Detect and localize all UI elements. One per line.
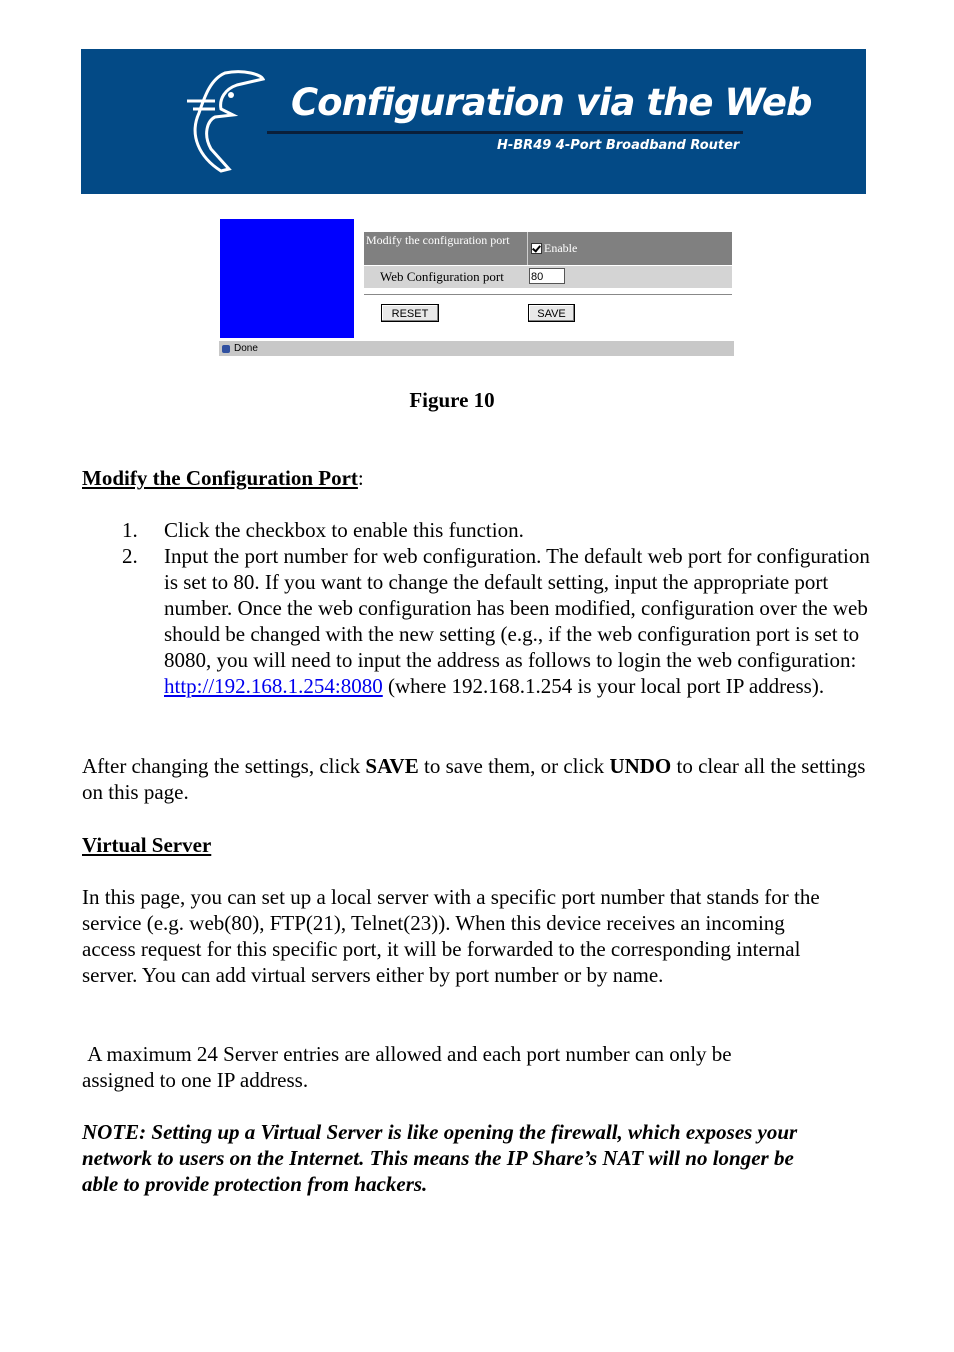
web-config-port-input[interactable]: 80 (529, 268, 565, 284)
banner-title: Configuration via the Web (291, 81, 812, 124)
section-title: Virtual Server (82, 833, 212, 857)
header-banner (81, 49, 866, 194)
steps-list (82, 517, 882, 699)
step-text-after: (where 192.168.1.254 is your local port IP address). (382, 674, 825, 698)
list-number: 1. (122, 518, 138, 542)
list-item (82, 517, 882, 543)
page-icon (222, 345, 230, 353)
save-button[interactable]: SAVE (528, 304, 575, 322)
enable-label: Enable (544, 241, 578, 255)
enable-checkbox[interactable] (531, 243, 542, 254)
max-entries-paragraph: A maximum 24 Server entries are allowed and each port number can only be assigned to one IP address. (82, 1042, 737, 1092)
list-item (82, 543, 882, 699)
enable-control[interactable] (531, 241, 577, 256)
note-paragraph: NOTE: Setting up a Virtual Server is like opening the firewall, which exposes your network to users on the Internet. This means the IP Share’s NAT will no longer be able to provide protection from hackers. (82, 1120, 798, 1196)
web-config-port-row (364, 266, 732, 288)
step-text: Input the port number for web configuration. The default web port for configuration is set to 80. If you want to change the default setting, input the appropriate port number. Once the web configuration has been modified, configuration over the web should be changed with the new setting (e.g., if the web configuration port is set to 8080, you will need to input the address as follows to login the web configuration: (164, 544, 870, 672)
banner-subtitle: H-BR49 4-Port Broadband Router (497, 138, 740, 153)
blue-nav-panel (220, 219, 354, 338)
after-settings-paragraph: After changing the settings, click SAVE to save them, or click UNDO to clear all the settings on this page. (82, 754, 866, 804)
section-heading-config-port: Modify the Configuration Port: (82, 466, 364, 490)
divider (364, 294, 732, 295)
modify-port-label: Modify the configuration port (366, 233, 510, 247)
banner-rule (267, 131, 743, 134)
list-number: 2. (122, 544, 138, 568)
modify-port-row (364, 232, 732, 265)
section-title: Modify the Configuration Port (82, 466, 358, 490)
config-url-link[interactable]: http://192.168.1.254:8080 (164, 674, 383, 698)
web-config-port-label: Web Configuration port (380, 269, 504, 284)
reset-button[interactable]: RESET (381, 304, 439, 322)
virtual-server-paragraph: In this page, you can set up a local server with a specific port number that stands for the service (e.g. web(80), FTP(21), Telnet(23)). When this device receives an incoming access request for this specific port, it will be forwarded to the corresponding internal server. You can add virtual servers either by port number or by name. (82, 885, 820, 987)
figure-caption: Figure 10 (409, 388, 495, 412)
bird-logo-icon (185, 65, 265, 175)
step-text: Click the checkbox to enable this function. (164, 518, 524, 542)
section-heading-virtual-server (82, 832, 211, 858)
status-text: Done (234, 342, 258, 354)
router-config-screenshot (219, 219, 734, 358)
browser-status-bar (219, 340, 734, 356)
column-divider (527, 232, 528, 265)
